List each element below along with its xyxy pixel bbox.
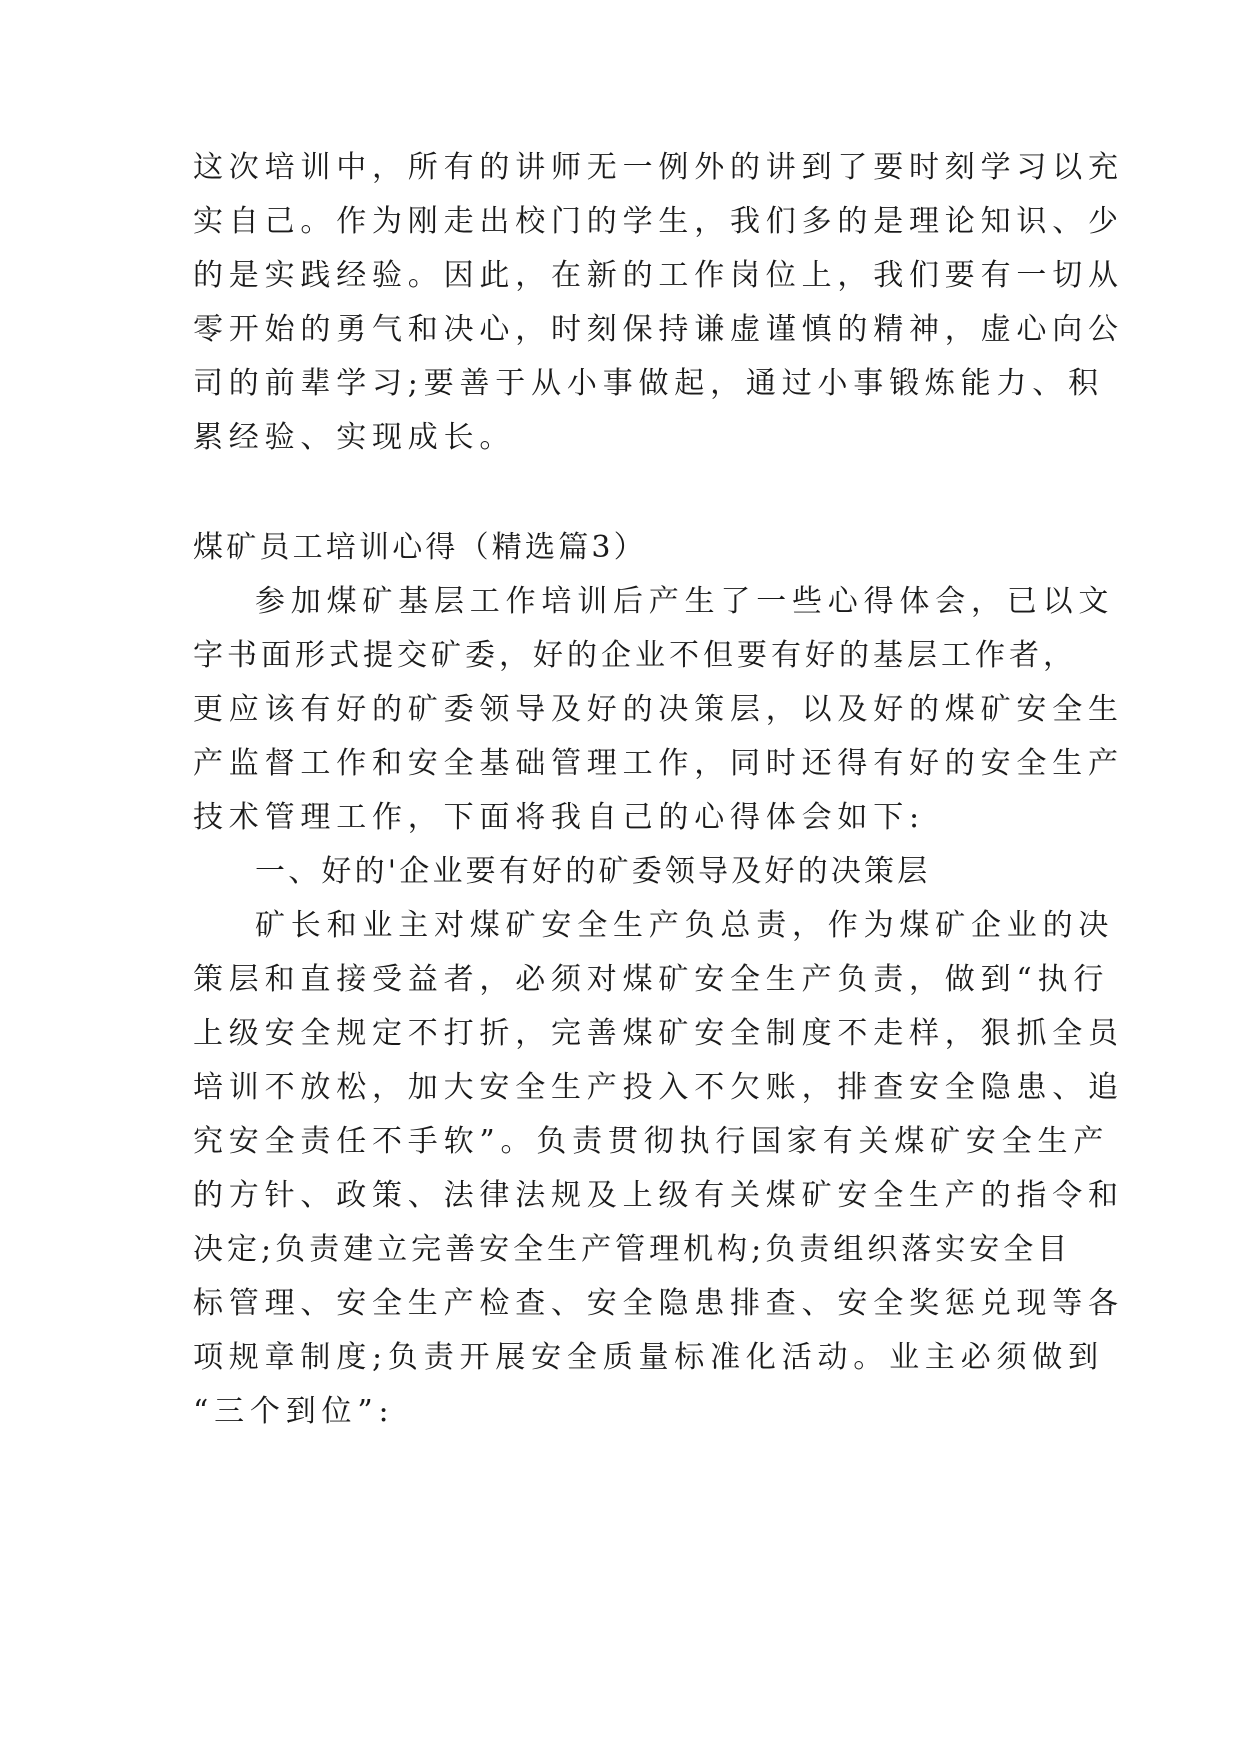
text-line: 标管理、安全生产检查、安全隐患排查、安全奖惩兑现等各 [193,1286,1124,1321]
text-line: 技术管理工作，下面将我自己的心得体会如下: [193,800,925,835]
text-line: 上级安全规定不打折，完善煤矿安全制度不走样，狠抓全员 [193,1016,1124,1051]
text-line: 策层和直接受益者，必须对煤矿安全生产负责，做到“执行 [193,962,1110,997]
text-line: 这次培训中，所有的讲师无一例外的讲到了要时刻学习以充 [193,150,1124,185]
text-line: 字书面形式提交矿委，好的企业不但要有好的基层工作者， [193,638,1077,673]
text-line: 产监督工作和安全基础管理工作，同时还得有好的安全生产 [193,746,1124,781]
text-line: 司的前辈学习;要善于从小事做起，通过小事锻炼能力、积 [193,366,1104,401]
text-line: 项规章制度;负责开展安全质量标准化活动。业主必须做到 [193,1340,1104,1375]
subheading: 一、好的'企业要有好的矿委领导及好的决策层 [255,854,931,889]
text-line: 决定;负责建立完善安全生产管理机构;负责组织落实安全目 [193,1232,1072,1267]
text-line: 更应该有好的矿委领导及好的决策层，以及好的煤矿安全生 [193,692,1124,727]
text-line: 矿长和业主对煤矿安全生产负总责，作为煤矿企业的决 [255,908,1115,943]
section-title: 煤矿员工培训心得（精选篇3） [193,530,647,565]
text-line: 参加煤矿基层工作培训后产生了一些心得体会，已以文 [255,584,1115,619]
text-line: 实自己。作为刚走出校门的学生，我们多的是理论知识、少 [193,204,1124,239]
text-line: 究安全责任不手软”。负责贯彻执行国家有关煤矿安全生产 [193,1124,1110,1159]
text-line: 累经验、实现成长。 [193,420,516,455]
text-line: “三个到位”: [193,1394,395,1429]
text-line: 培训不放松，加大安全生产投入不欠账，排查安全隐患、追 [193,1070,1124,1105]
text-line: 零开始的勇气和决心，时刻保持谦虚谨慎的精神，虚心向公 [193,312,1124,347]
text-line: 的是实践经验。因此，在新的工作岗位上，我们要有一切从 [193,258,1124,293]
text-line: 的方针、政策、法律法规及上级有关煤矿安全生产的指令和 [193,1178,1124,1213]
